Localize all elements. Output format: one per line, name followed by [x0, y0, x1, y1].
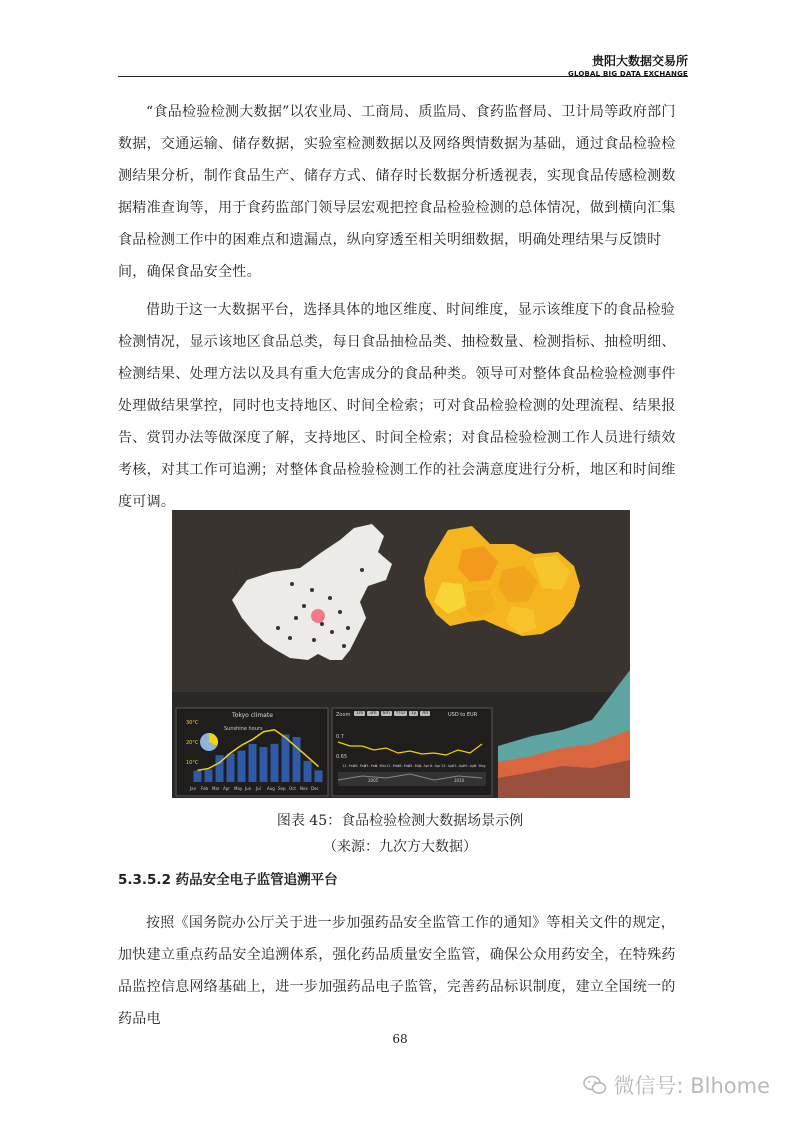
fx-zoom-button[interactable]: 3m — [369, 711, 377, 716]
climate-bar — [260, 747, 268, 782]
climate-month-label: Apr — [223, 786, 230, 791]
climate-month-label: Jan — [190, 786, 197, 791]
climate-month-label: Jul — [256, 786, 261, 791]
climate-temp-30: 30°C — [186, 720, 199, 726]
climate-month-label: Aug — [267, 786, 275, 791]
climate-month-label: Feb — [201, 786, 209, 791]
climate-sunshine-label: Sunshine hours — [224, 726, 263, 732]
fx-title: USD to EUR — [448, 712, 478, 718]
paragraph-3: 按照《国务院办公厅关于进一步加强药品安全监管工作的通知》等相关文件的规定，加快建立重点药品安全追溯体系，强化药品质量安全监管，确保公众用药安全，在特殊药品监控信息网络基础上，进一步加强药品电子监管，完善药品标识制度，建立全国统一的药品电 — [118, 915, 676, 1027]
climate-bar — [227, 754, 235, 782]
fx-nav-year-1: 2005 — [368, 778, 379, 783]
fx-month-label: 29. Apr — [463, 764, 476, 768]
fx-month-label: 1. Apr — [419, 764, 430, 768]
fx-zoom-button[interactable]: 1y — [410, 711, 417, 716]
brand-name-en: GLOBAL BIG DATA EXCHANGE — [568, 70, 688, 78]
climate-bar — [282, 735, 290, 783]
fx-axis-value: 0.7 — [336, 734, 344, 740]
climate-month-label: Dec — [311, 786, 319, 791]
climate-bar — [216, 755, 224, 782]
climate-bar — [249, 744, 257, 782]
paragraph-2: 借助于这一大数据平台，选择具体的地区维度、时间维度，显示该维度下的食品检验检测情况，显示该地区食品总类，每日食品抽检品类、抽检数量、检测指标、抽检明细、检测结果、处理方法以及具有重大危害成分的食品种类。领导可对整体食品检验检测事件处理做结果掌控，同时也支持地区、时间全检索；可对食品检验检测的处理流程、结果报告、赏罚办法等做深度了解，支持地区、时间全检索；对食品检验检测工作人员进行绩效考核，对其工作可追溯；对整体食品检验检测工作的社会满意度进行分析，地区和时间维度可调。 — [118, 302, 676, 510]
dashboard-figure — [172, 510, 630, 798]
climate-bar — [315, 770, 323, 782]
fx-zoom-buttons — [354, 711, 430, 716]
fx-month-label: 18. Mar — [397, 764, 411, 768]
climate-temp-20: 20°C — [186, 740, 199, 746]
climate-bar — [194, 771, 202, 782]
section-title: 5.3.5.2 药品安全电子监管追溯平台 — [118, 872, 338, 888]
climate-bar — [238, 751, 246, 782]
climate-bar — [205, 769, 213, 782]
fx-zoom-button[interactable]: 6m — [382, 711, 390, 716]
climate-month-label: Mar — [212, 786, 220, 791]
climate-month-label: Jun — [245, 786, 252, 791]
header-rule — [118, 76, 688, 77]
fx-zoom-label: Zoom — [336, 712, 351, 718]
watermark-text: 微信号: Blhome — [613, 1074, 770, 1098]
fx-axis-value-low: 0.65 — [336, 754, 348, 760]
fx-month-labels — [342, 764, 485, 768]
hubei-highlight-marker — [311, 609, 325, 623]
fx-zoom-button[interactable]: All — [422, 711, 428, 716]
climate-month-label: Nov — [300, 786, 308, 791]
source-caption: （来源：九次方大数据） — [323, 839, 477, 855]
fx-month-label: 15. Apr — [441, 764, 454, 768]
fx-month-label: 25. Feb — [364, 764, 377, 768]
wechat-watermark — [583, 1070, 770, 1100]
paragraph-1: “食品检验检测大数据”以农业局、工商局、质监局、食药监督局、卫计局等政府部门数据，交通运输、储存数据，实验室检测数据以及网络舆情数据为基础，通过食品检验检测结果分析，制作食品生产、储存方式、储存时长数据分析透视表，实现食品传感检测数据精准查询等，用于食药监部门领导层宏观把控食品检验检测的总体情况，做到横向汇集食品检测工作中的困难点和遗漏点，纵向穿透至相关明细数据，明确处理结果与反馈时间，确保食品安全性。 — [118, 104, 676, 280]
climate-bar — [271, 744, 279, 782]
fx-month-label: 4. Mar — [375, 764, 387, 768]
page-number: 68 — [392, 1032, 408, 1046]
fx-month-label: 11. Mar — [386, 764, 400, 768]
fx-month-label: 8. Apr — [430, 764, 441, 768]
dashboard-illustration — [172, 510, 630, 798]
climate-temp-10: 10°C — [186, 760, 199, 766]
brand-name-cn: 贵阳大数据交易所 — [591, 54, 688, 68]
climate-month-label: Sep — [278, 786, 286, 791]
wechat-icon — [583, 1075, 607, 1095]
fx-month-label: 22. Apr — [452, 764, 465, 768]
fx-month-label: 25. Mar — [408, 764, 422, 768]
climate-title: Tokyo climate — [232, 712, 273, 719]
climate-month-label: Oct — [289, 786, 296, 791]
fx-month-label: 6. May — [474, 764, 486, 768]
fx-month-label: 18. Feb — [353, 764, 366, 768]
climate-bar — [304, 761, 312, 782]
header-brand — [568, 52, 688, 78]
climate-month-label: May — [234, 786, 243, 791]
fx-zoom-button[interactable]: YTD — [395, 711, 405, 716]
fx-nav-year-2: 2010 — [454, 778, 465, 783]
fx-zoom-button[interactable]: 1m — [356, 711, 364, 716]
fx-month-label: 11. Feb — [342, 764, 355, 768]
climate-month-labels — [190, 786, 322, 791]
figure-caption: 图表 45：食品检验检测大数据场景示例 — [276, 813, 524, 829]
